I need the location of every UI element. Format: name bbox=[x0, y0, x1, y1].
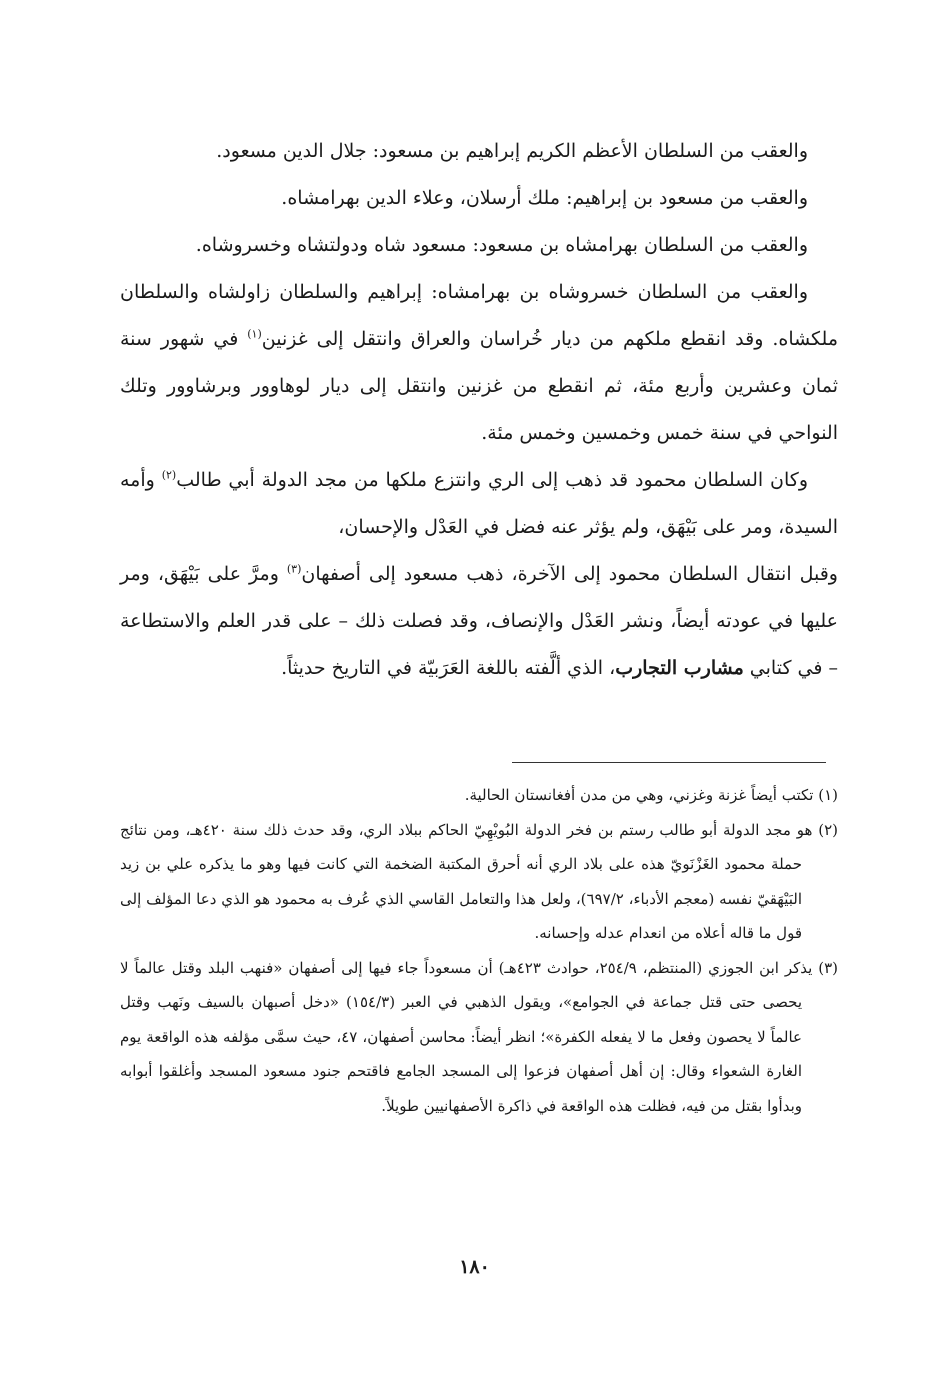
footnotes bbox=[120, 778, 838, 1123]
footnote-divider bbox=[512, 762, 826, 763]
footnote-1: (١) تكتب أيضاً غزنة وغزني، وهي من مدن أفغانستان الحالية. bbox=[464, 786, 838, 804]
footnote-ref-2: (٢) bbox=[161, 468, 177, 482]
paragraph-1: والعقب من السلطان الأعظم الكريم إبراهيم بن مسعود: جلال الدين مسعود. bbox=[216, 140, 808, 162]
paragraph-2: والعقب من مسعود بن إبراهيم: ملك أرسلان، وعلاء الدين بهرامشاه. bbox=[281, 187, 808, 209]
book-title: مشارب التجارب bbox=[615, 657, 744, 679]
paragraph-6-text-a: وقبل انتقال السلطان محمود إلى الآخرة، ذهب مسعود إلى أصفهان bbox=[301, 563, 838, 585]
paragraph-4-text-b: في شهور سنة ثمان وعشرين وأربع مئة، ثم انقطع من غزنين وانتقل إلى ديار لوهاوور وبرشاوور وتلك النواحي في سنة خمس وخمسين وخمس مئة. bbox=[120, 328, 838, 444]
paragraph-4-text-a: والعقب من السلطان خسروشاه بن بهرامشاه: إبراهيم والسلطان زاولشاه والسلطان ملكشاه. وقد انقطع ملكهم من ديار خُراسان والعراق وانتقل إلى غزنين bbox=[120, 281, 839, 350]
footnote-2: (٢) هو مجد الدولة أبو طالب رستم بن فخر الدولة البُويْهِيّ الحاكم ببلاد الري، وقد حدث ذلك سنة ٤٢٠هـ، ومن نتائج حملة محمود الغَزْنَويّ هذه على بلاد الري أنه أحرق المكتبة الضخمة التي كانت فيها وهو ما يذكره علي بن زيد البَيْهَقيّ نفسه (معجم الأدباء، ٦٩٧/٢)، ولعل هذا والتعامل القاسي الذي عُرف به محمود هو الذي دعا المؤلف إلى قول ما قاله أعلاه من انعدام عدله وإحسانه. bbox=[120, 820, 838, 942]
paragraph-4 bbox=[120, 269, 838, 457]
page-number: ١٨٠ bbox=[459, 1256, 490, 1278]
paragraph-6-text-b: ومرَّ على بَيْهَق، ومر عليها في عودته أيضاً، ونشر العَدْل والإنصاف، وقد فصلت ذلك – على قدر العلم والاستطاعة – في كتابي bbox=[120, 563, 838, 679]
paragraph-5-text-b: وأمه السيدة، ومر على بَيْهَق، ولم يؤثر عنه فضل في العَدْل والإحسان، bbox=[120, 469, 838, 538]
paragraph-3: والعقب من السلطان بهرامشاه بن مسعود: مسعود شاه ودولتشاه وخسروشاه. bbox=[195, 234, 808, 256]
paragraph-6-text-c: ، الذي ألَّفته باللغة العَرَبيّة في التاريخ حديثاً. bbox=[281, 657, 616, 679]
paragraph-5-text-a: وكان السلطان محمود قد ذهب إلى الري وانتزع ملكها من مجد الدولة أبي طالب bbox=[176, 469, 808, 491]
footnote-ref-3: (٣) bbox=[286, 562, 302, 576]
footnote-3: (٣) يذكر ابن الجوزي (المنتظم، ٢٥٤/٩، حوادث ٤٢٣هـ) أن مسعوداً جاء فيها إلى أصفهان «فنهب البلد وقتل عالماً لا يحصى حتى قتل جماعة في الجوامع»، ويقول الذهبي في العبر (١٥٤/٣) «دخل أصبهان بالسيف ونَهب وقتل عالماً لا يحصون وفعل ما لا يفعله الكفرة»؛ انظر أيضاً: محاسن أصفهان، ٤٧، حيث سمَّى مؤلفه هذه الواقعة يوم الغارة الشعواء وقال: إن أهل أصفهان فزعوا إلى المسجد الجامع فاقتحم جنود مسعود المسجد وأغلقوا أبوابه وبدأوا بقتل من فيه، فظلت هذه الواقعة في ذاكرة الأصفهانيين طويلاً. bbox=[120, 958, 838, 1115]
main-text bbox=[120, 128, 838, 692]
paragraph-5 bbox=[120, 457, 838, 551]
footnote-ref-1: (١) bbox=[247, 327, 262, 341]
paragraph-6 bbox=[120, 551, 838, 692]
